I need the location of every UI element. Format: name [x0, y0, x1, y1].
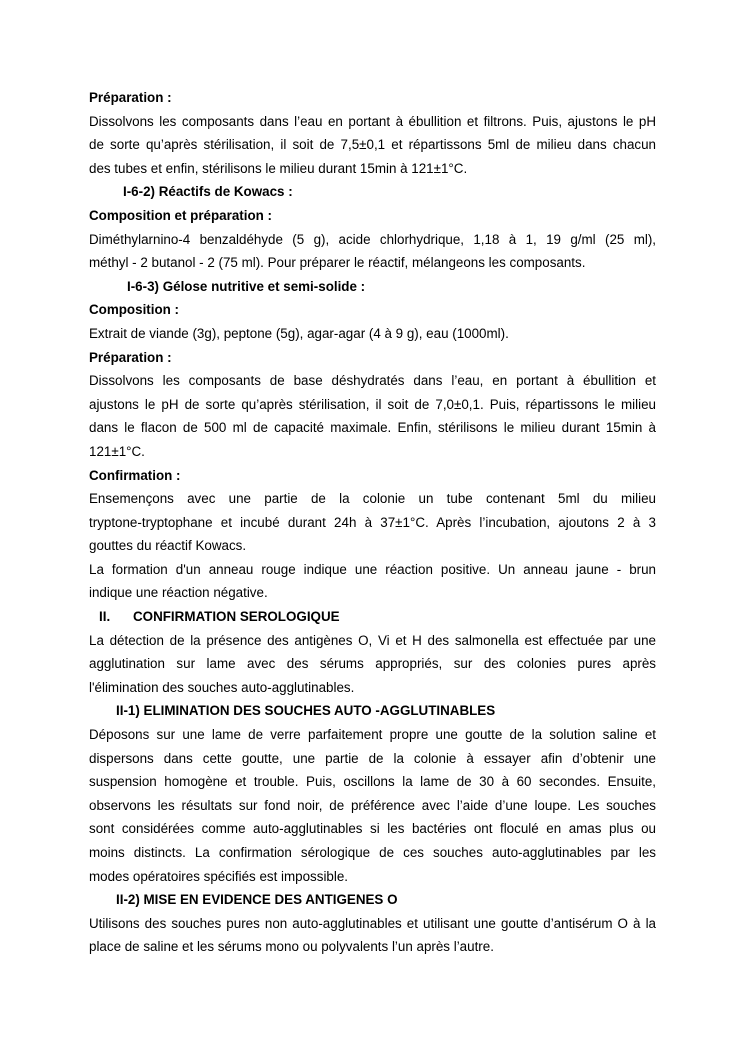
paragraph-line: Dissolvons les composants dans l’eau en portant à ébullition et filtrons. Puis, ajustons le pH: [89, 113, 656, 129]
paragraph-line: 121±1°C.: [89, 443, 145, 459]
paragraph-line: agglutination sur lame avec des sérums appropriés, sur des colonies pures après: [89, 656, 656, 672]
section-heading-ii: [89, 605, 656, 629]
paragraph-line: gouttes du réactif Kowacs.: [89, 538, 247, 554]
paragraph-line: méthyl - 2 butanol - 2 (75 ml). Pour préparer le réactif, mélangeons les composants.: [89, 255, 586, 271]
paragraph-line: Extrait de viande (3g), peptone (5g), agar-agar (4 à 9 g), eau (1000ml).: [89, 325, 509, 341]
section-number: II.: [99, 609, 111, 625]
paragraph-line: indique une réaction négative.: [89, 585, 268, 601]
paragraph-line: tryptone-tryptophane et incubé durant 24h à 37±1°C. Après l’incubation, ajoutons 2 à 3: [89, 514, 656, 530]
paragraph-line: sont considérées comme auto-agglutinables si les bactéries ont floculé en amas plus ou: [89, 821, 656, 837]
paragraph-line: suspension homogène et trouble. Puis, oscillons la lame de 30 à 60 secondes. Ensuite,: [89, 774, 656, 790]
paragraph-line: Déposons sur une lame de verre parfaitement propre une goutte de la solution saline et: [89, 727, 656, 743]
paragraph-line: La détection de la présence des antigènes O, Vi et H des salmonella est effectuée par une: [89, 632, 656, 648]
section-heading-i-6-3: I-6-3) Gélose nutritive et semi-solide :: [127, 278, 366, 294]
preparation-heading: Préparation :: [89, 349, 172, 365]
paragraph-line: place de saline et les sérums mono ou polyvalents l’un après l’autre.: [89, 939, 494, 955]
confirmation-heading: Confirmation :: [89, 467, 181, 483]
paragraph-line: Diméthylarnino-4 benzaldéhyde (5 g), acide chlorhydrique, 1,18 à 1, 19 g/ml (25 ml),: [89, 231, 656, 247]
paragraph-line: des tubes et enfin, stérilisons le milieu durant 15min à 121±1°C.: [89, 160, 468, 176]
document-page: [89, 86, 656, 959]
paragraph-line: modes opératoires spécifiés est impossible.: [89, 868, 349, 884]
paragraph-line: moins distincts. La confirmation sérologique de ces souches auto-agglutinables par les: [89, 845, 656, 860]
paragraph-line: Utilisons des souches pures non auto-agglutinables et utilisant une goutte d’antisérum O à la: [89, 915, 656, 931]
section-title: CONFIRMATION SEROLOGIQUE: [133, 609, 340, 625]
paragraph-line: observons les résultats sur fond noir, de préférence avec l’aide d’une loupe. Les souches: [89, 797, 656, 813]
section-heading-ii-2: II-2) MISE EN EVIDENCE DES ANTIGENES O: [116, 892, 398, 908]
section-heading-ii-1: II-1) ELIMINATION DES SOUCHES AUTO -AGGLUTINABLES: [116, 703, 496, 719]
paragraph-line: Dissolvons les composants de base déshydratés dans l’eau, en portant à ébullition et: [89, 373, 656, 389]
paragraph-line: ajustons le pH de sorte qu’après stérilisation, il soit de 7,0±0,1. Puis, répartissons le milieu: [89, 396, 656, 412]
paragraph-line: l'élimination des souches auto-agglutinables.: [89, 679, 355, 695]
composition-preparation-heading: Composition et préparation :: [89, 207, 273, 223]
paragraph-line: Ensemençons avec une partie de la colonie un tube contenant 5ml du milieu: [89, 491, 656, 507]
composition-heading: Composition :: [89, 302, 180, 318]
paragraph-line: de sorte qu’après stérilisation, il soit de 7,5±0,1 et répartissons 5ml de milieu dans chacun: [89, 137, 656, 153]
preparation-heading: Préparation :: [89, 90, 172, 105]
paragraph-line: La formation d'un anneau rouge indique une réaction positive. Un anneau jaune - brun: [89, 561, 656, 577]
paragraph-line: dans le flacon de 500 ml de capacité maximale. Enfin, stérilisons le milieu durant 15min à: [89, 420, 656, 436]
paragraph-line: dispersons dans cette goutte, une partie de la colonie à essayer afin d’obtenir une: [89, 750, 656, 766]
section-heading-i-6-2: I-6-2) Réactifs de Kowacs :: [123, 184, 293, 200]
